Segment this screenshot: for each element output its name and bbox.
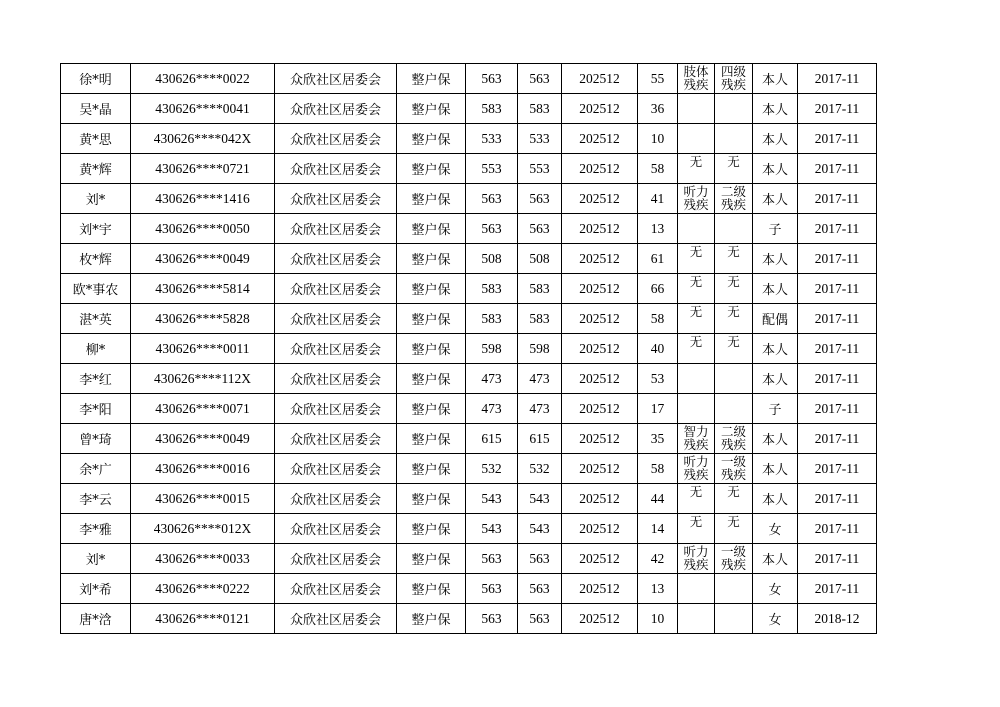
id-number-cell: 430626****0016 <box>131 454 275 484</box>
disability-type-cell <box>678 604 715 634</box>
date-cell: 2017-11 <box>798 424 877 454</box>
unit-cell: 众欣社区居委会 <box>275 244 397 274</box>
name-cell: 徐*明 <box>61 64 131 94</box>
month-cell: 202512 <box>562 124 638 154</box>
table-row <box>61 364 877 394</box>
name-cell: 柳* <box>61 334 131 364</box>
name-cell: 刘*宇 <box>61 214 131 244</box>
disability-type-cell-text <box>678 94 714 123</box>
date-cell: 2017-11 <box>798 514 877 544</box>
assistance-type-cell: 整户保 <box>397 304 466 334</box>
disability-level-cell-text: 一级残疾 <box>720 544 746 572</box>
month-cell: 202512 <box>562 274 638 304</box>
disability-level-cell-text: 无 <box>727 304 740 319</box>
disability-level-cell-text: 无 <box>727 484 740 499</box>
name-cell: 李*雅 <box>61 514 131 544</box>
assistance-type-cell: 整户保 <box>397 454 466 484</box>
assistance-type-cell: 整户保 <box>397 334 466 364</box>
disability-level-cell <box>715 394 753 424</box>
month-cell: 202512 <box>562 364 638 394</box>
disability-level-cell-text: 四级残疾 <box>720 64 746 92</box>
amount-cell: 543 <box>466 514 518 544</box>
age-cell: 35 <box>638 424 678 454</box>
month-cell: 202512 <box>562 184 638 214</box>
table-row <box>61 184 877 214</box>
disability-level-cell-text: 二级残疾 <box>720 424 746 452</box>
name-cell: 刘* <box>61 544 131 574</box>
assistance-type-cell: 整户保 <box>397 214 466 244</box>
amount-cell: 532 <box>518 454 562 484</box>
month-cell: 202512 <box>562 334 638 364</box>
disability-type-cell-text <box>678 394 714 423</box>
disability-type-cell-text: 听力残疾 <box>683 184 709 212</box>
assistance-type-cell: 整户保 <box>397 514 466 544</box>
disability-type-cell <box>678 334 715 364</box>
amount-cell: 563 <box>518 64 562 94</box>
disability-level-cell <box>715 334 753 364</box>
table-row <box>61 334 877 364</box>
disability-type-cell-text: 无 <box>689 514 703 529</box>
disability-level-cell <box>715 484 753 514</box>
disability-type-cell-text: 听力残疾 <box>683 454 709 482</box>
disability-level-cell <box>715 574 753 604</box>
date-cell: 2017-11 <box>798 454 877 484</box>
disability-type-cell-text: 听力残疾 <box>683 544 709 572</box>
unit-cell: 众欣社区居委会 <box>275 94 397 124</box>
disability-level-cell <box>715 424 753 454</box>
month-cell: 202512 <box>562 424 638 454</box>
disability-type-cell-text: 无 <box>689 304 703 319</box>
name-cell: 湛*英 <box>61 304 131 334</box>
records-table-body <box>61 64 877 634</box>
unit-cell: 众欣社区居委会 <box>275 154 397 184</box>
amount-cell: 583 <box>466 94 518 124</box>
amount-cell: 473 <box>466 364 518 394</box>
month-cell: 202512 <box>562 64 638 94</box>
name-cell: 李*阳 <box>61 394 131 424</box>
table-row <box>61 454 877 484</box>
unit-cell: 众欣社区居委会 <box>275 394 397 424</box>
relation-cell: 本人 <box>753 124 798 154</box>
unit-cell: 众欣社区居委会 <box>275 484 397 514</box>
disability-level-cell-text: 无 <box>727 154 740 169</box>
name-cell: 黄*辉 <box>61 154 131 184</box>
unit-cell: 众欣社区居委会 <box>275 124 397 154</box>
disability-type-cell <box>678 184 715 214</box>
amount-cell: 563 <box>518 184 562 214</box>
amount-cell: 473 <box>518 394 562 424</box>
amount-cell: 615 <box>518 424 562 454</box>
date-cell: 2017-11 <box>798 214 877 244</box>
disability-level-cell-text: 一级残疾 <box>720 454 746 482</box>
unit-cell: 众欣社区居委会 <box>275 184 397 214</box>
name-cell: 吴*晶 <box>61 94 131 124</box>
disability-type-cell-text: 智力残疾 <box>683 424 709 452</box>
age-cell: 13 <box>638 214 678 244</box>
table-row <box>61 304 877 334</box>
amount-cell: 563 <box>466 544 518 574</box>
month-cell: 202512 <box>562 214 638 244</box>
assistance-type-cell: 整户保 <box>397 364 466 394</box>
amount-cell: 583 <box>518 274 562 304</box>
amount-cell: 563 <box>518 544 562 574</box>
id-number-cell: 430626****0022 <box>131 64 275 94</box>
name-cell: 李*云 <box>61 484 131 514</box>
relation-cell: 本人 <box>753 364 798 394</box>
month-cell: 202512 <box>562 304 638 334</box>
disability-type-cell-text <box>678 364 714 393</box>
disability-type-cell <box>678 214 715 244</box>
month-cell: 202512 <box>562 484 638 514</box>
id-number-cell: 430626****012X <box>131 514 275 544</box>
disability-type-cell-text <box>678 124 714 153</box>
disability-type-cell <box>678 154 715 184</box>
disability-level-cell-text <box>715 124 752 153</box>
disability-type-cell <box>678 244 715 274</box>
disability-type-cell-text: 无 <box>689 484 703 499</box>
unit-cell: 众欣社区居委会 <box>275 214 397 244</box>
disability-level-cell-text <box>715 394 752 423</box>
disability-type-cell <box>678 94 715 124</box>
assistance-type-cell: 整户保 <box>397 244 466 274</box>
table-row <box>61 214 877 244</box>
disability-level-cell <box>715 154 753 184</box>
id-number-cell: 430626****0049 <box>131 424 275 454</box>
disability-level-cell <box>715 244 753 274</box>
date-cell: 2017-11 <box>798 274 877 304</box>
id-number-cell: 430626****0121 <box>131 604 275 634</box>
disability-level-cell-text: 二级残疾 <box>720 184 746 212</box>
disability-type-cell <box>678 64 715 94</box>
amount-cell: 563 <box>466 574 518 604</box>
disability-level-cell <box>715 514 753 544</box>
name-cell: 曾*琦 <box>61 424 131 454</box>
amount-cell: 508 <box>518 244 562 274</box>
amount-cell: 533 <box>518 124 562 154</box>
age-cell: 10 <box>638 124 678 154</box>
date-cell: 2017-11 <box>798 364 877 394</box>
disability-type-cell <box>678 394 715 424</box>
month-cell: 202512 <box>562 454 638 484</box>
age-cell: 58 <box>638 304 678 334</box>
disability-level-cell-text <box>715 214 752 243</box>
relation-cell: 本人 <box>753 424 798 454</box>
disability-level-cell-text: 无 <box>727 274 740 289</box>
assistance-type-cell: 整户保 <box>397 184 466 214</box>
name-cell: 余*广 <box>61 454 131 484</box>
disability-type-cell <box>678 484 715 514</box>
date-cell: 2017-11 <box>798 124 877 154</box>
assistance-type-cell: 整户保 <box>397 274 466 304</box>
date-cell: 2017-11 <box>798 574 877 604</box>
age-cell: 13 <box>638 574 678 604</box>
date-cell: 2017-11 <box>798 484 877 514</box>
disability-type-cell <box>678 574 715 604</box>
date-cell: 2017-11 <box>798 94 877 124</box>
amount-cell: 563 <box>518 574 562 604</box>
id-number-cell: 430626****0222 <box>131 574 275 604</box>
disability-level-cell <box>715 124 753 154</box>
unit-cell: 众欣社区居委会 <box>275 274 397 304</box>
disability-type-cell-text: 无 <box>689 334 703 349</box>
relation-cell: 子 <box>753 214 798 244</box>
age-cell: 42 <box>638 544 678 574</box>
unit-cell: 众欣社区居委会 <box>275 514 397 544</box>
relation-cell: 子 <box>753 394 798 424</box>
disability-type-cell <box>678 454 715 484</box>
table-row <box>61 484 877 514</box>
assistance-type-cell: 整户保 <box>397 484 466 514</box>
amount-cell: 615 <box>466 424 518 454</box>
disability-level-cell-text: 无 <box>727 244 740 259</box>
age-cell: 61 <box>638 244 678 274</box>
disability-type-cell <box>678 274 715 304</box>
table-row <box>61 274 877 304</box>
id-number-cell: 430626****042X <box>131 124 275 154</box>
date-cell: 2017-11 <box>798 154 877 184</box>
amount-cell: 583 <box>518 304 562 334</box>
amount-cell: 563 <box>466 604 518 634</box>
name-cell: 刘*希 <box>61 574 131 604</box>
amount-cell: 583 <box>466 304 518 334</box>
name-cell: 李*红 <box>61 364 131 394</box>
age-cell: 53 <box>638 364 678 394</box>
age-cell: 40 <box>638 334 678 364</box>
relation-cell: 本人 <box>753 244 798 274</box>
date-cell: 2017-11 <box>798 184 877 214</box>
id-number-cell: 430626****0033 <box>131 544 275 574</box>
disability-type-cell <box>678 304 715 334</box>
date-cell: 2017-11 <box>798 304 877 334</box>
table-row <box>61 154 877 184</box>
name-cell: 欧*事农 <box>61 274 131 304</box>
disability-type-cell-text <box>678 604 714 633</box>
date-cell: 2017-11 <box>798 394 877 424</box>
relation-cell: 本人 <box>753 154 798 184</box>
relation-cell: 女 <box>753 574 798 604</box>
assistance-type-cell: 整户保 <box>397 544 466 574</box>
table-row <box>61 604 877 634</box>
amount-cell: 553 <box>466 154 518 184</box>
amount-cell: 508 <box>466 244 518 274</box>
amount-cell: 598 <box>518 334 562 364</box>
month-cell: 202512 <box>562 244 638 274</box>
age-cell: 58 <box>638 454 678 484</box>
amount-cell: 543 <box>518 514 562 544</box>
disability-level-cell <box>715 214 753 244</box>
assistance-type-cell: 整户保 <box>397 64 466 94</box>
assistance-type-cell: 整户保 <box>397 394 466 424</box>
month-cell: 202512 <box>562 604 638 634</box>
relation-cell: 女 <box>753 604 798 634</box>
id-number-cell: 430626****0050 <box>131 214 275 244</box>
disability-level-cell-text <box>715 604 752 633</box>
assistance-type-cell: 整户保 <box>397 424 466 454</box>
month-cell: 202512 <box>562 394 638 424</box>
amount-cell: 553 <box>518 154 562 184</box>
disability-type-cell <box>678 124 715 154</box>
month-cell: 202512 <box>562 514 638 544</box>
unit-cell: 众欣社区居委会 <box>275 304 397 334</box>
unit-cell: 众欣社区居委会 <box>275 364 397 394</box>
disability-level-cell <box>715 184 753 214</box>
disability-type-cell <box>678 364 715 394</box>
disability-level-cell-text: 无 <box>727 514 740 529</box>
assistance-type-cell: 整户保 <box>397 574 466 604</box>
assistance-type-cell: 整户保 <box>397 604 466 634</box>
disability-level-cell-text: 无 <box>727 334 740 349</box>
disability-level-cell <box>715 64 753 94</box>
disability-level-cell <box>715 604 753 634</box>
table-row <box>61 574 877 604</box>
table-row <box>61 124 877 154</box>
date-cell: 2017-11 <box>798 334 877 364</box>
records-table <box>60 63 877 634</box>
disability-type-cell-text <box>678 574 714 603</box>
relation-cell: 本人 <box>753 274 798 304</box>
assistance-type-cell: 整户保 <box>397 154 466 184</box>
age-cell: 55 <box>638 64 678 94</box>
unit-cell: 众欣社区居委会 <box>275 454 397 484</box>
table-row <box>61 544 877 574</box>
amount-cell: 533 <box>466 124 518 154</box>
amount-cell: 543 <box>518 484 562 514</box>
table-row <box>61 424 877 454</box>
table-row <box>61 64 877 94</box>
disability-type-cell-text <box>678 214 714 243</box>
unit-cell: 众欣社区居委会 <box>275 64 397 94</box>
unit-cell: 众欣社区居委会 <box>275 574 397 604</box>
id-number-cell: 430626****112X <box>131 364 275 394</box>
disability-type-cell-text: 无 <box>689 244 703 259</box>
age-cell: 17 <box>638 394 678 424</box>
disability-level-cell <box>715 274 753 304</box>
name-cell: 刘* <box>61 184 131 214</box>
id-number-cell: 430626****0015 <box>131 484 275 514</box>
id-number-cell: 430626****0071 <box>131 394 275 424</box>
relation-cell: 本人 <box>753 454 798 484</box>
age-cell: 14 <box>638 514 678 544</box>
date-cell: 2017-11 <box>798 244 877 274</box>
disability-level-cell-text <box>715 574 752 603</box>
amount-cell: 563 <box>466 214 518 244</box>
age-cell: 10 <box>638 604 678 634</box>
disability-level-cell-text <box>715 364 752 393</box>
id-number-cell: 430626****0049 <box>131 244 275 274</box>
disability-type-cell-text: 无 <box>689 274 703 289</box>
date-cell: 2017-11 <box>798 544 877 574</box>
relation-cell: 本人 <box>753 544 798 574</box>
amount-cell: 543 <box>466 484 518 514</box>
amount-cell: 532 <box>466 454 518 484</box>
relation-cell: 女 <box>753 514 798 544</box>
unit-cell: 众欣社区居委会 <box>275 334 397 364</box>
relation-cell: 本人 <box>753 334 798 364</box>
id-number-cell: 430626****5828 <box>131 304 275 334</box>
name-cell: 黄*思 <box>61 124 131 154</box>
id-number-cell: 430626****0721 <box>131 154 275 184</box>
age-cell: 66 <box>638 274 678 304</box>
month-cell: 202512 <box>562 544 638 574</box>
age-cell: 58 <box>638 154 678 184</box>
month-cell: 202512 <box>562 94 638 124</box>
relation-cell: 本人 <box>753 484 798 514</box>
amount-cell: 583 <box>518 94 562 124</box>
table-row <box>61 94 877 124</box>
disability-type-cell <box>678 514 715 544</box>
date-cell: 2017-11 <box>798 64 877 94</box>
disability-type-cell-text: 肢体残疾 <box>683 64 709 92</box>
disability-level-cell <box>715 454 753 484</box>
unit-cell: 众欣社区居委会 <box>275 544 397 574</box>
month-cell: 202512 <box>562 574 638 604</box>
unit-cell: 众欣社区居委会 <box>275 604 397 634</box>
table-row <box>61 244 877 274</box>
amount-cell: 563 <box>518 214 562 244</box>
disability-level-cell <box>715 94 753 124</box>
month-cell: 202512 <box>562 154 638 184</box>
relation-cell: 本人 <box>753 184 798 214</box>
disability-level-cell-text <box>715 94 752 123</box>
id-number-cell: 430626****0041 <box>131 94 275 124</box>
disability-type-cell-text: 无 <box>689 154 703 169</box>
amount-cell: 473 <box>518 364 562 394</box>
assistance-type-cell: 整户保 <box>397 124 466 154</box>
age-cell: 41 <box>638 184 678 214</box>
table-row <box>61 514 877 544</box>
id-number-cell: 430626****1416 <box>131 184 275 214</box>
id-number-cell: 430626****0011 <box>131 334 275 364</box>
disability-level-cell <box>715 304 753 334</box>
relation-cell: 配偶 <box>753 304 798 334</box>
disability-level-cell <box>715 364 753 394</box>
name-cell: 枚*辉 <box>61 244 131 274</box>
disability-level-cell <box>715 544 753 574</box>
amount-cell: 563 <box>466 184 518 214</box>
relation-cell: 本人 <box>753 94 798 124</box>
unit-cell: 众欣社区居委会 <box>275 424 397 454</box>
assistance-type-cell: 整户保 <box>397 94 466 124</box>
amount-cell: 598 <box>466 334 518 364</box>
amount-cell: 563 <box>466 64 518 94</box>
id-number-cell: 430626****5814 <box>131 274 275 304</box>
amount-cell: 563 <box>518 604 562 634</box>
relation-cell: 本人 <box>753 64 798 94</box>
amount-cell: 473 <box>466 394 518 424</box>
age-cell: 36 <box>638 94 678 124</box>
age-cell: 44 <box>638 484 678 514</box>
table-row <box>61 394 877 424</box>
amount-cell: 583 <box>466 274 518 304</box>
date-cell: 2018-12 <box>798 604 877 634</box>
disability-type-cell <box>678 424 715 454</box>
disability-type-cell <box>678 544 715 574</box>
name-cell: 唐*浛 <box>61 604 131 634</box>
